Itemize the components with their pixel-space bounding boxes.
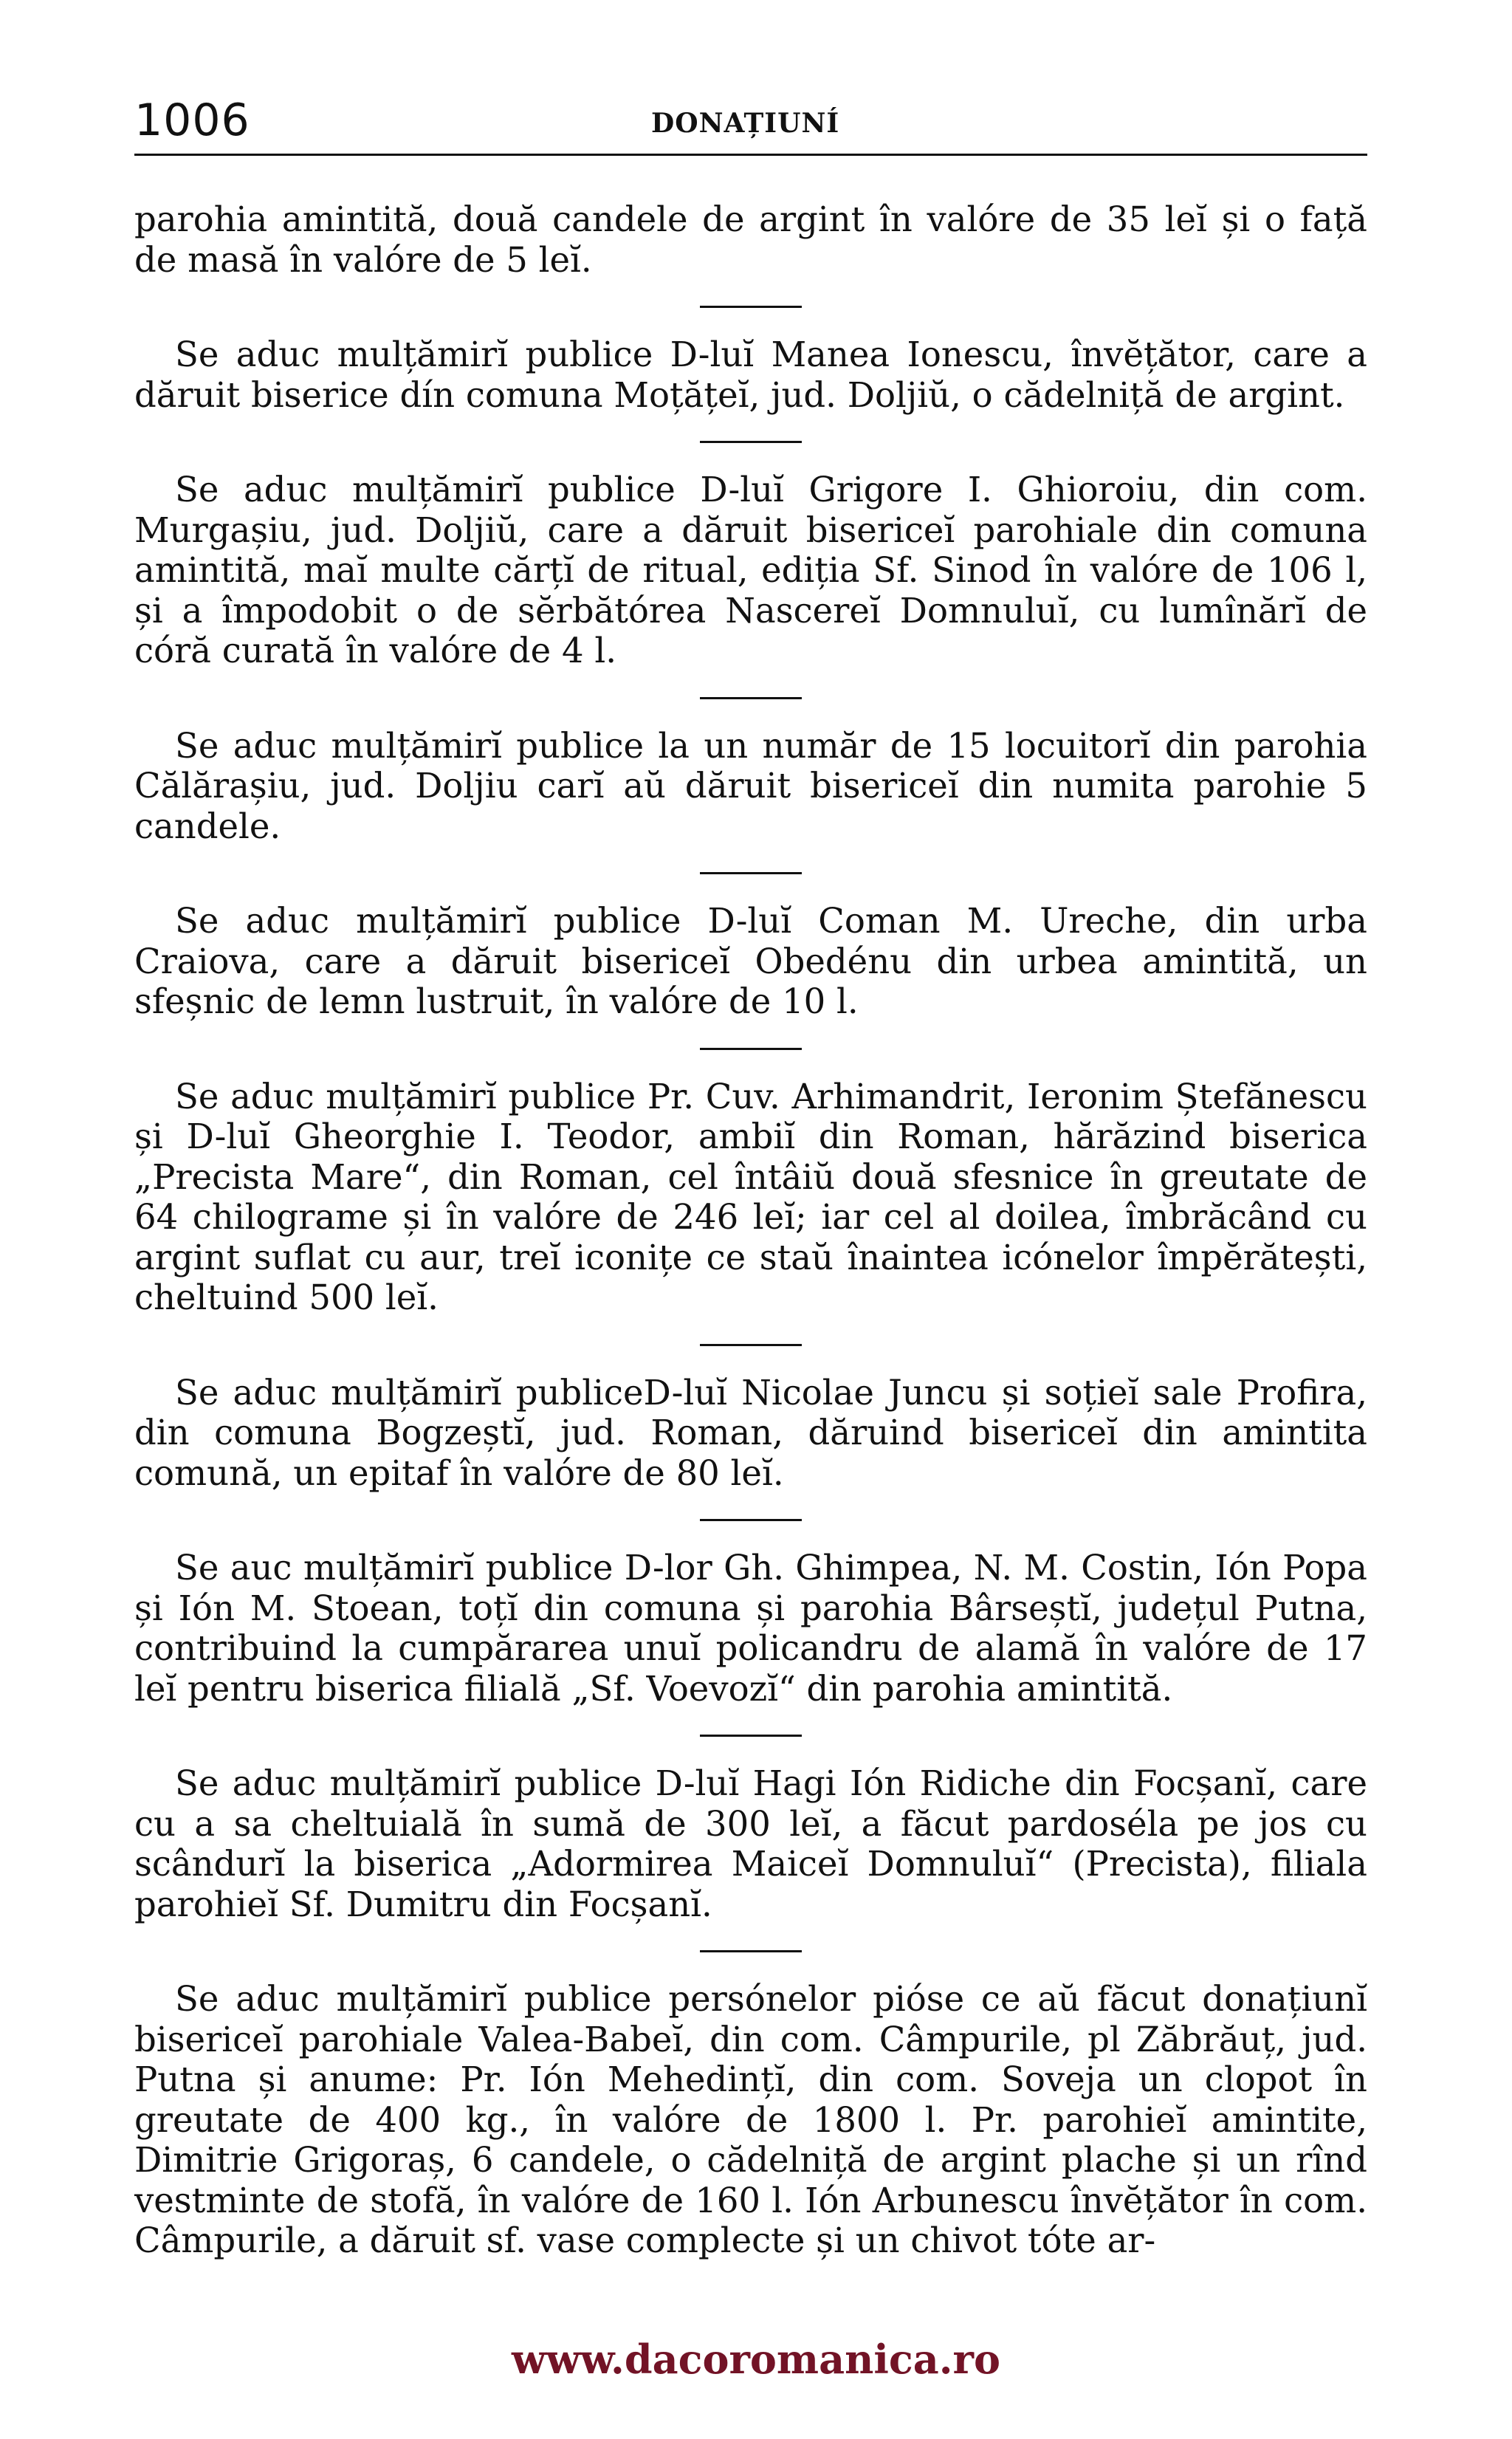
section-separator: [700, 306, 802, 308]
donation-paragraph: Se aduc mulțămirĭ publice D-luĭ Hagi Ión Ridiche din Focșanĭ, care cu a sa cheltuială în sumă de 300 leĭ, a făcut pardoséla pe jos cu scândurĭ la biserica „Adormirea Maiceĭ Domnuluĭ“ (Precista), filiala parohieĭ Sf. Dumitru din Focșanĭ.: [134, 1763, 1367, 1924]
main-text: [134, 199, 1367, 2261]
donation-paragraph: Se aduc mulțămirĭ publice la un număr de 15 locuitorĭ din parohia Călărașiu, jud. Doljiu carĭ aŭ dăruit bisericeĭ din numita parohie 5 candele.: [134, 725, 1367, 846]
donation-paragraph: Se aduc mulțămirĭ publiceD-luĭ Nicolae Juncu și soțieĭ sale Profira, din comuna Bogzeștĭ, jud. Roman, dăruind bisericeĭ din amintita comună, un epitaf în valóre de 80 leĭ.: [134, 1372, 1367, 1493]
paragraph-continuation: parohia amintită, două candele de argint în valóre de 35 leĭ și o față de masă în valóre de 5 leĭ.: [134, 199, 1367, 280]
section-separator: [700, 1048, 802, 1050]
section-separator: [700, 1735, 802, 1737]
section-separator: [700, 1344, 802, 1346]
section-separator: [700, 1950, 802, 1952]
source-website: www.dacoromanica.ro: [512, 2336, 1000, 2383]
running-head: DONAȚIUNÍ: [651, 108, 840, 139]
header-rule: [134, 154, 1367, 156]
donation-paragraph: Se aduc mulțămirĭ publice persónelor pióse ce aŭ făcut donațiunĭ bisericeĭ parohiale Valea-Babeĭ, din com. Câmpurile, pl Zăbrăuț, jud. Putna și anume: Pr. Ión Mehedințĭ, din com. Soveja un clopot în greutate de 400 kg., în valóre de 1800 l. Pr. parohieĭ amintite, Dimitrie Grigoraș, 6 candele, o cădelniță de argint plache și un rînd vestminte de stofă, în valóre de 160 l. Ión Arbunescu învĕțător în com. Câmpurile, a dăruit sf. vase complecte și un chivot tóte ar-: [134, 1979, 1367, 2260]
section-separator: [700, 1519, 802, 1521]
section-separator: [700, 872, 802, 874]
donation-paragraph: Se aduc mulțămirĭ publice D-luĭ Manea Ionescu, învĕțător, care a dăruit biserice dín comuna Moțățeĭ, jud. Doljiŭ, o cădelniță de argint.: [134, 335, 1367, 415]
section-separator: [700, 441, 802, 443]
section-separator: [700, 697, 802, 699]
page-header: [134, 83, 1367, 157]
page-number: 1006: [134, 95, 250, 146]
donation-paragraph: Se auc mulțămirĭ publice D-lor Gh. Ghimpea, N. M. Costin, Ión Popa și Ión M. Stoean, toțĭ din comuna și parohia Bârseștĭ, județul Putna, contribuind la cumpărarea unuĭ policandru de alamă în valóre de 17 leĭ pentru biserica filială „Sf. Voevozĭ“ din parohia amintită.: [134, 1548, 1367, 1709]
donation-paragraph: Se aduc mulțămirĭ publice D-luĭ Grigore I. Ghioroiu, din com. Murgașiu, jud. Doljiŭ, care a dăruit bisericeĭ parohiale din comuna amintită, maĭ multe cărțĭ de ritual, ediția Sf. Sinod în valóre de 106 l, și a împodobit o de sĕrbătórea Nascereĭ Domnuluĭ, cu lumînărĭ de córă curată în valóre de 4 l.: [134, 470, 1367, 670]
donation-paragraph: Se aduc mulțămirĭ publice D-luĭ Coman M. Ureche, din urba Craiova, care a dăruit bisericeĭ Obedénu din urbea amintită, un sfeșnic de lemn lustruit, în valóre de 10 l.: [134, 901, 1367, 1021]
donation-paragraph: Se aduc mulțămirĭ publice Pr. Cuv. Arhimandrit, Ieronim Ștefănescu și D-luĭ Gheorghie I. Teodor, ambiĭ din Roman, hărăzind biserica „Precista Mare“, din Roman, cel întâiŭ două sfesnice în greutate de 64 chilograme și în valóre de 246 leĭ; iar cel al doilea, îmbrăcând cu argint suflat cu aur, treĭ iconițe ce staŭ înaintea icónelor împĕrătești, cheltuind 500 leĭ.: [134, 1076, 1367, 1317]
page-footer: [0, 2336, 1512, 2382]
